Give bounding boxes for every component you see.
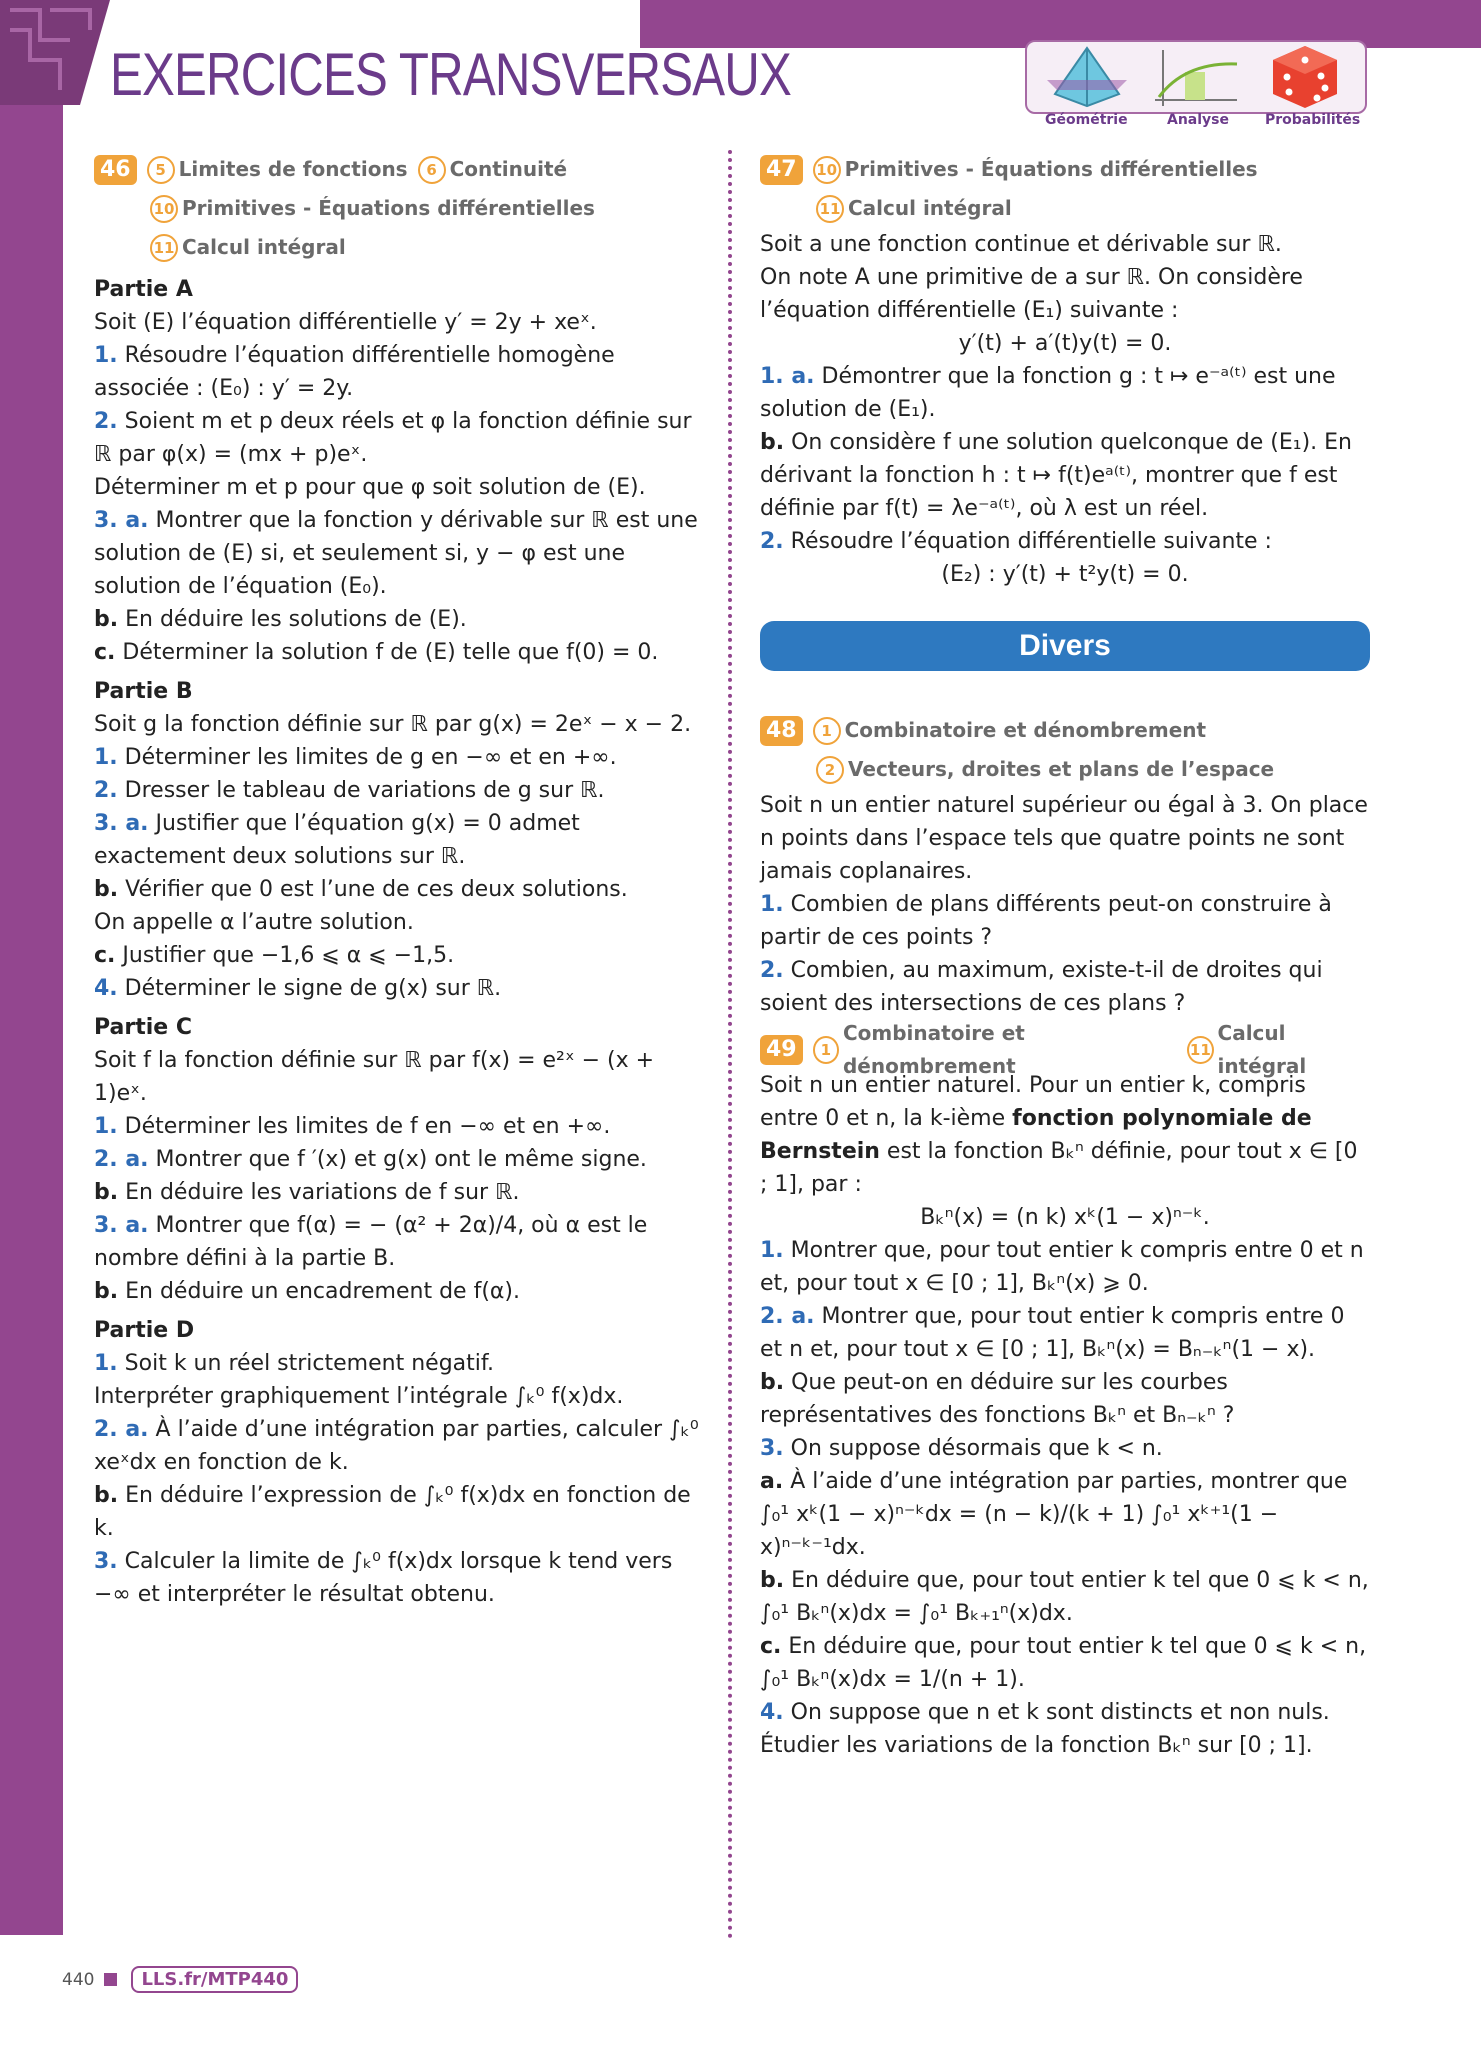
question-text: Vérifier que 0 est l’une de ces deux solutions.	[125, 877, 628, 902]
question-number: 4.	[760, 1700, 784, 1725]
question-text: Justifier que l’équation g(x) = 0 admet exactement deux solutions sur ℝ.	[94, 811, 580, 869]
topic-label: Limites de fonctions	[178, 157, 408, 181]
chapter-badge: 10	[150, 195, 178, 223]
question	[94, 1413, 704, 1479]
question-number: 3. a.	[94, 811, 149, 836]
question-text: Montrer que, pour tout entier k compris entre 0 et n et, pour tout x ∈ [0 ; 1], Bₖⁿ(x) ⩾ 0.	[760, 1238, 1364, 1296]
question-number: 4.	[94, 976, 118, 1001]
question-text: À l’aide d’une intégration par parties, calculer ∫ₖ⁰ xeˣdx en fonction de k.	[94, 1417, 699, 1475]
topics-line	[760, 711, 1370, 750]
topics-line	[94, 228, 704, 267]
question	[94, 339, 704, 405]
domain-probability[interactable]: Probabilités	[1265, 112, 1361, 128]
topic-label: Primitives - Équations différentielles	[844, 157, 1258, 181]
question-number: 2. a.	[760, 1304, 815, 1329]
divers-banner: Divers	[760, 621, 1370, 671]
question-number: a.	[760, 1469, 784, 1494]
question-text: Résoudre l’équation différentielle suivante :	[790, 529, 1272, 554]
question	[760, 1564, 1370, 1597]
topic-label: Vecteurs, droites et plans de l’espace	[848, 757, 1275, 781]
question-number: c.	[94, 640, 116, 665]
question-number: b.	[760, 1568, 785, 1593]
topics-line	[760, 189, 1370, 228]
question-text: On considère f une solution quelconque de (E₁). En dérivant la fonction h : t ↦ f(t)eᵃ⁽ᵗ⁾, montrer que f est définie par f(t) = λe⁻ᵃ⁽ᵗ⁾, où λ est un réel.	[760, 430, 1352, 521]
exercise-46	[94, 150, 704, 1611]
exercise-number: 47	[760, 155, 803, 185]
square-icon	[104, 1973, 117, 1986]
question-text: Déterminer m et p pour que φ soit solution de (E).	[94, 475, 646, 500]
question-text: On suppose que n et k sont distincts et non nuls. Étudier les variations de la fonction Bₖⁿ sur [0 ; 1].	[760, 1700, 1330, 1758]
question	[760, 1432, 1370, 1465]
question-number: b.	[94, 1180, 119, 1205]
question-number: c.	[94, 943, 116, 968]
question-text: Déterminer les limites de f en −∞ et en +∞.	[124, 1114, 611, 1139]
question-text: En déduire l’expression de ∫ₖ⁰ f(x)dx en fonction de k.	[94, 1483, 691, 1541]
question-number: 1.	[94, 745, 118, 770]
question	[94, 405, 704, 471]
exercise-number: 48	[760, 716, 803, 746]
question-text: Calculer la limite de ∫ₖ⁰ f(x)dx lorsque k tend vers −∞ et interpréter le résultat obtenu.	[94, 1549, 673, 1607]
question-text: Résoudre l’équation différentielle homogène associée : (E₀) : y′ = 2y.	[94, 343, 615, 401]
exercise-47	[760, 150, 1370, 591]
question-number: 1.	[94, 343, 118, 368]
question-number: 2. a.	[94, 1417, 149, 1442]
question-text: Déterminer la solution f de (E) telle que f(0) = 0.	[122, 640, 659, 665]
intro-text: Soit n un entier naturel supérieur ou égal à 3. On place n points dans l’espace tels que quatre points ne sont jamais coplanaires.	[760, 793, 1368, 884]
question-text: Soit k un réel strictement négatif.	[124, 1351, 495, 1376]
question-text: Montrer que, pour tout entier k compris entre 0 et n et, pour tout x ∈ [0 ; 1], Bₖⁿ(x) = Bₙ₋ₖⁿ(1 − x).	[760, 1304, 1345, 1362]
question-number: 1. a.	[760, 364, 815, 389]
part-title: Partie A	[94, 277, 193, 302]
right-column	[760, 150, 1370, 1762]
domain-analysis[interactable]: Analyse	[1167, 112, 1230, 128]
equation: (E₂) : y′(t) + t²y(t) = 0.	[941, 562, 1189, 587]
page-title: EXERCICES TRANSVERSAUX	[110, 41, 791, 108]
question-number: c.	[760, 1634, 782, 1659]
question-number: 3.	[94, 1549, 118, 1574]
equation: ∫₀¹ Bₖⁿ(x)dx = ∫₀¹ Bₖ₊₁ⁿ(x)dx.	[760, 1601, 1073, 1626]
question	[760, 1366, 1370, 1432]
part-title: Partie D	[94, 1318, 195, 1343]
question	[94, 774, 704, 807]
left-sidebar-band	[0, 0, 63, 1935]
question-text: Déterminer le signe de g(x) sur ℝ.	[124, 976, 502, 1001]
chapter-badge: 11	[816, 195, 844, 223]
corner-pattern-icon	[0, 0, 110, 105]
question-number: b.	[94, 607, 119, 632]
question-number: b.	[760, 430, 785, 455]
question-number: 2.	[94, 409, 118, 434]
topic-label: Continuité	[449, 157, 568, 181]
question-text: Démontrer que la fonction g : t ↦ e⁻ᵃ⁽ᵗ⁾ est une solution de (E₁).	[760, 364, 1336, 422]
question-number: 1.	[760, 892, 784, 917]
question-number: b.	[94, 1279, 119, 1304]
question	[760, 1234, 1370, 1300]
equation: ∫₀¹ xᵏ(1 − x)ⁿ⁻ᵏdx = (n − k)/(k + 1) ∫₀¹ xᵏ⁺¹(1 − x)ⁿ⁻ᵏ⁻¹dx.	[760, 1502, 1279, 1560]
question-text: Interpréter graphiquement l’intégrale ∫ₖ⁰ f(x)dx.	[94, 1384, 624, 1409]
page-number: 440	[62, 1969, 95, 1990]
chapter-badge: 1	[813, 1036, 839, 1064]
question	[760, 1696, 1370, 1762]
question-text: Montrer que la fonction y dérivable sur ℝ est une solution de (E) si, et seulement si, y − φ est une solution de l’équation (E₀).	[94, 508, 698, 599]
domain-geometry[interactable]: Géométrie	[1045, 112, 1128, 128]
question-text: Justifier que −1,6 ⩽ α ⩽ −1,5.	[122, 943, 455, 968]
question-text: Combien de plans différents peut-on construire à partir de ces points ?	[760, 892, 1332, 950]
topics-line	[760, 750, 1370, 789]
question-number: b.	[94, 1483, 119, 1508]
probability-dice-icon	[1255, 42, 1355, 112]
question	[94, 1110, 704, 1143]
question	[94, 1143, 704, 1176]
question-text: Combien, au maximum, existe-t-il de droites qui soient des intersections de ces plans ?	[760, 958, 1323, 1016]
question-text: En déduire que, pour tout entier k tel que 0 ⩽ k < n,	[788, 1634, 1367, 1659]
question-text: En déduire un encadrement de f(α).	[125, 1279, 520, 1304]
question	[94, 636, 704, 669]
exercise-49	[760, 1020, 1370, 1762]
intro-text: On note A une primitive de a sur ℝ. On considère l’équation différentielle (E₁) suivante :	[760, 265, 1303, 323]
question-number: 2.	[94, 778, 118, 803]
question	[760, 888, 1370, 954]
topic-label: Calcul intégral	[182, 235, 346, 259]
chapter-badge: 1	[813, 717, 841, 745]
topic-label: Combinatoire et dénombrement	[842, 1020, 1025, 1078]
equation: Bₖⁿ(x) = (n k) xᵏ(1 − x)ⁿ⁻ᵏ.	[920, 1205, 1210, 1230]
question	[760, 426, 1370, 525]
question	[94, 972, 704, 1005]
intro-text: Soit a une fonction continue et dérivable sur ℝ.	[760, 232, 1282, 257]
question-text: En déduire les variations de f sur ℝ.	[125, 1180, 520, 1205]
question-text: Montrer que f ′(x) et g(x) ont le même signe.	[155, 1147, 647, 1172]
topics-line	[760, 150, 1370, 189]
question-text: En déduire que, pour tout entier k tel que 0 ⩽ k < n,	[791, 1568, 1369, 1593]
question	[94, 1545, 704, 1611]
question-number: 3. a.	[94, 508, 149, 533]
question-number: 1.	[94, 1351, 118, 1376]
geometry-icon	[1037, 42, 1137, 112]
intro-text: Soit g la fonction définie sur ℝ par g(x) = 2eˣ − x − 2.	[94, 712, 692, 737]
chapter-badge: 10	[813, 156, 841, 184]
intro-part: Soit n un entier naturel. Pour un entier k, compris entre 0 et n, la k-ième	[760, 1073, 1306, 1131]
question	[94, 504, 704, 603]
domain-selector	[1025, 40, 1367, 114]
question	[94, 1275, 704, 1308]
topic-label: Calcul intégral	[1217, 1020, 1307, 1078]
question-text: Que peut-on en déduire sur les courbes représentatives des fonctions Bₖⁿ et Bₙ₋ₖⁿ ?	[760, 1370, 1235, 1428]
intro-text: Soit (E) l’équation différentielle y′ = 2y + xeˣ.	[94, 310, 597, 335]
question	[760, 1465, 1370, 1498]
question-number: 2. a.	[94, 1147, 149, 1172]
question-text: En déduire les solutions de (E).	[125, 607, 467, 632]
question-number: 1.	[94, 1114, 118, 1139]
question-number: 2.	[760, 529, 784, 554]
question	[760, 954, 1370, 1020]
resource-link[interactable]: LLS.fr/MTP440	[131, 1966, 298, 1993]
equation: ∫₀¹ Bₖⁿ(x)dx = 1/(n + 1).	[760, 1667, 1025, 1692]
question	[94, 1176, 704, 1209]
question	[94, 873, 704, 906]
topics-line	[94, 189, 704, 228]
intro-text	[760, 1069, 1370, 1201]
question	[94, 1479, 704, 1545]
question-number: b.	[94, 877, 119, 902]
topics-line	[760, 1020, 1370, 1078]
exercise-48	[760, 711, 1370, 1020]
chapter-badge: 6	[418, 156, 446, 184]
question	[94, 807, 704, 873]
topic-label: Primitives - Équations différentielles	[182, 196, 595, 220]
question-number: 3. a.	[94, 1213, 149, 1238]
question	[760, 360, 1370, 426]
question	[760, 1300, 1370, 1366]
part-title: Partie B	[94, 679, 193, 704]
question	[94, 1209, 704, 1275]
question-number: 1.	[760, 1238, 784, 1263]
column-divider	[728, 150, 732, 1940]
equation: y′(t) + a′(t)y(t) = 0.	[958, 331, 1172, 356]
exercise-number: 46	[94, 155, 137, 185]
question	[94, 939, 704, 972]
question-number: b.	[760, 1370, 785, 1395]
intro-part: est la fonction Bₖⁿ définie, pour tout x ∈ [0 ; 1], par :	[760, 1139, 1358, 1197]
question-text: Montrer que f(α) = − (α² + 2α)/4, où α est le nombre défini à la partie B.	[94, 1213, 648, 1271]
topic-label: Calcul intégral	[848, 196, 1012, 220]
question	[760, 525, 1370, 558]
chapter-badge: 11	[150, 234, 178, 262]
question-number: 2.	[760, 958, 784, 983]
question	[94, 603, 704, 636]
question	[760, 1630, 1370, 1663]
chapter-badge: 11	[1187, 1036, 1213, 1064]
question-text: Soient m et p deux réels et φ la fonction définie sur ℝ par φ(x) = (mx + p)eˣ.	[94, 409, 692, 467]
question-text: On suppose désormais que k < n.	[790, 1436, 1163, 1461]
question	[94, 1347, 704, 1380]
chapter-badge: 5	[147, 156, 175, 184]
question-text: Dresser le tableau de variations de g sur ℝ.	[124, 778, 605, 803]
page-footer	[62, 1966, 298, 1993]
topics-line	[94, 150, 704, 189]
chapter-badge: 2	[816, 756, 844, 784]
question-text: Déterminer les limites de g en −∞ et en +∞.	[124, 745, 617, 770]
intro-text: Soit f la fonction définie sur ℝ par f(x) = e²ˣ − (x + 1)eˣ.	[94, 1048, 655, 1106]
question-text: On appelle α l’autre solution.	[94, 910, 414, 935]
question-text: À l’aide d’une intégration par parties, montrer que	[790, 1469, 1348, 1494]
topic-label: Combinatoire et dénombrement	[844, 718, 1207, 742]
bernstein-term: fonction polynomiale de Bernstein	[760, 1106, 1312, 1164]
question-number: 3.	[760, 1436, 784, 1461]
question	[94, 741, 704, 774]
analysis-icon	[1145, 42, 1245, 112]
exercise-number: 49	[760, 1035, 803, 1065]
part-title: Partie C	[94, 1015, 193, 1040]
